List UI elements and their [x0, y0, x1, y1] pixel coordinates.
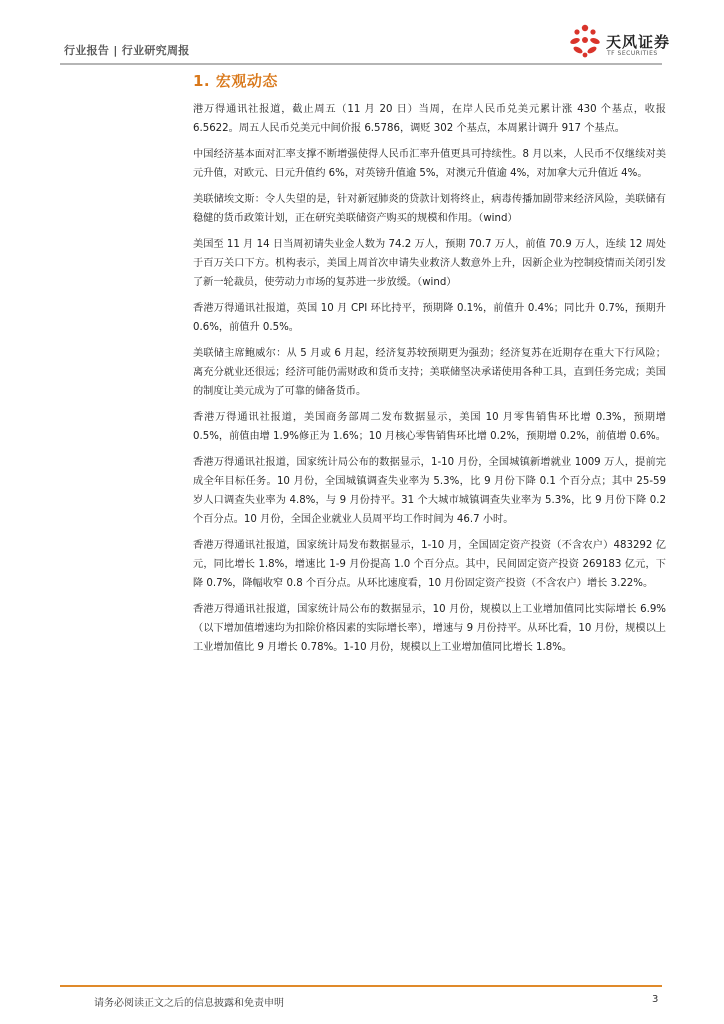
paragraph: 香港万得通讯社报道，国家统计局公布的数据显示，10 月份，规模以上工业增加值同比实际增长 6.9%（以下增加值增速均为扣除价格因素的实际增长率），增速与 9 月份持平。从环比看，10 月份，规模以上工业增加值比 9 月增长 0.78%。1-10 月份，规模以上工业增加值同比增长 1.8%。 — [193, 604, 666, 653]
paragraph: 美联储埃文斯：令人失望的是，针对新冠肺炎的贷款计划将终止，病毒传播加剧带来经济风险，美联储有稳健的货币政策计划，正在研究美联储资产购买的规模和作用。（wind） — [193, 194, 666, 224]
paragraph: 香港万得通讯社报道，国家统计局公布的数据显示，1-10 月份，全国城镇新增就业 1009 万人，提前完成全年目标任务。10 月份，全国城镇调查失业率为 5.3%，比 9 月份下降 0.1 个百分点；其中 25-59 岁人口调查失业率为 4.8%，与 9 月份持平。31 个大城市城镇调查失业率为 5.3%，比 9 月份下降 0.2 个百分点。10 月份，全国企业就业人员周平均工作时间为 46.7 小时。 — [193, 457, 666, 525]
header-divider — [60, 63, 662, 65]
paragraph: 美联储主席鲍威尔：从 5 月或 6 月起，经济复苏较预期更为强劲；经济复苏在近期存在重大下行风险；离充分就业还很远；经济可能仍需财政和货币支持；美联储坚决承诺使用各种工具，直到任务完成；美国的制度让美元成为了可靠的储备货币。 — [193, 348, 666, 397]
paragraph: 香港万得通讯社报道，美国商务部周二发布数据显示，美国 10 月零售销售环比增 0.3%，预期增 0.5%，前值由增 1.9%修正为 1.6%；10 月核心零售销售环比增 0.2%，预期增 0.2%，前值增 0.6%。 — [193, 412, 666, 442]
section-title: 1. 宏观动态 — [193, 72, 278, 90]
paragraph: 香港万得通讯社报道，国家统计局发布数据显示，1-10 月，全国固定资产投资（不含农户）483292 亿元，同比增长 1.8%，增速比 1-9 月份提高 1.0 个百分点。其中，民间固定资产投资 269183 亿元，下降 0.7%，降幅收窄 0.8 个百分点。从环比速度看，10 月份固定资产投资（不含农户）增长 3.22%。 — [193, 540, 666, 589]
report-category-label: 行业报告 | 行业研究周报 — [64, 44, 190, 57]
paragraph: 美国至 11 月 14 日当周初请失业金人数为 74.2 万人，预期 70.7 万人，前值 70.9 万人，连续 12 周处于百万关口下方。机构表示，美国上周首次申请失业救济人数意外上升，因新企业为控制疫情而关闭引发了新一轮裁员，使劳动力市场的复苏进一步放缓。（wind） — [193, 239, 666, 288]
report-body — [193, 100, 666, 664]
company-logo — [568, 22, 678, 62]
paragraph: 港万得通讯社报道，截止周五（11 月 20 日）当周，在岸人民币兑美元累计涨 430 个基点，收报 6.5622。周五人民币兑美元中间价报 6.5786，调贬 302 个基点，本周累计调升 917 个基点。 — [193, 104, 666, 134]
logo-name: 天风证券 — [606, 33, 671, 51]
footer-divider — [60, 985, 662, 987]
paragraph: 香港万得通讯社报道，英国 10 月 CPI 环比持平，预期降 0.1%，前值升 0.4%；同比升 0.7%，预期升 0.6%，前值升 0.5%。 — [193, 303, 666, 333]
paragraph: 中国经济基本面对汇率支撑不断增强使得人民币汇率升值更具可持续性。8 月以来，人民币不仅继续对美元升值，对欧元、日元升值约 6%，对英镑升值逾 5%，对澳元升值逾 4%，对加拿大元升值近 4%。 — [193, 149, 666, 179]
logo-flower-icon — [568, 22, 604, 62]
page-number: 3 — [652, 994, 659, 1005]
logo-subtitle: TF SECURITIES — [607, 50, 658, 57]
disclaimer-note: 请务必阅读正文之后的信息披露和免责申明 — [94, 998, 284, 1009]
